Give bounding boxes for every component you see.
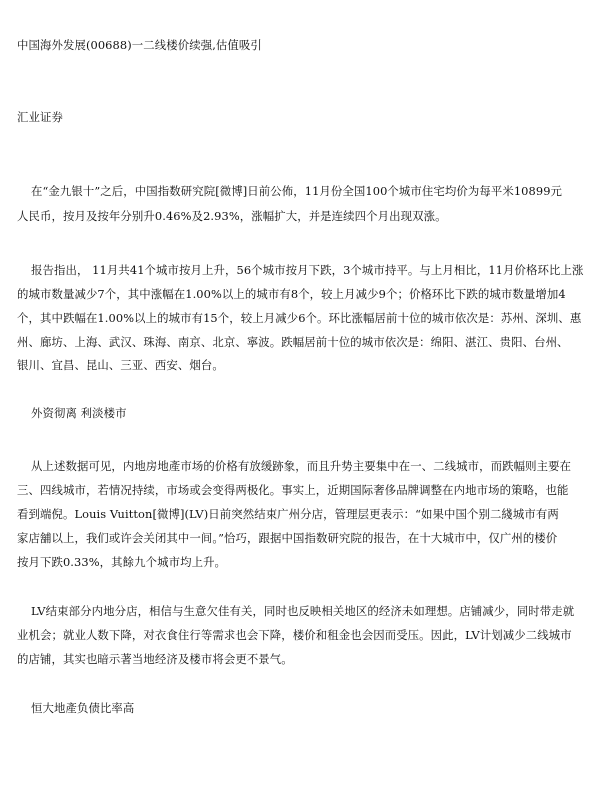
- paragraph-3-line-4: 家店舖以上，我们或许会关闭其中一间。”恰巧，跟据中国指数研究院的报告，在十大城市中，仅广州的楼价: [17, 531, 558, 545]
- source-label: 汇业证券: [17, 110, 63, 124]
- article-title: 中国海外发展(00688)一二线楼价续强,估值吸引: [17, 38, 262, 52]
- paragraph-3-line-2: 三、四线城市，若情况持续，市场或会变得两极化。事实上，近期国际奢侈品牌调整在内地市场的策略，也能: [17, 483, 569, 497]
- paragraph-1-line-1: 在“金九银十”之后，中国指数研究院[微博]日前公佈，11月份全国100个城市住宅均价为每平米10899元: [31, 184, 563, 198]
- paragraph-3-line-3: 看到端倪。Louis Vuitton[微博](LV)日前突然结束广州分店，管理层更表示：“如果中国个别二綫城市有两: [17, 507, 559, 521]
- paragraph-4-line-2: 业机会；就业人数下降，对衣食住行等需求也会下降，楼价和租金也会因而受压。因此，LV计划减少二线城市: [17, 628, 572, 642]
- paragraph-4-line-3: 的店铺，其实也暗示著当地经济及楼市将会更不景气。: [17, 652, 293, 666]
- paragraph-2-line-3: 个，其中跌幅在1.00%以上的城市有15个，较上月减少6个。环比涨幅居前十位的城市依次是：苏州、深圳、惠: [17, 311, 582, 325]
- section-heading-foreign-capital: 外资彻离 利淡楼市: [31, 406, 127, 420]
- section-heading-evergrande: 恒大地產负债比率高: [31, 701, 135, 715]
- paragraph-2-line-4: 州、廊坊、上海、武汉、珠海、南京、北京、寧波。跌幅居前十位的城市依次是：绵阳、湛江、贵阳、台州、: [17, 335, 569, 349]
- paragraph-3-line-1: 从上述数据可见，内地房地產市场的价格有放缓跡象，而且升势主要集中在一、二线城市，而跌幅则主要在: [31, 459, 572, 473]
- paragraph-2-line-1: 报告指出， 11月共41个城市按月上升，56个城市按月下跌，3个城市持平。与上月相比，11月价格环比上涨: [31, 263, 584, 277]
- paragraph-2-line-5: 银川、宜昌、昆山、三亚、西安、烟台。: [17, 358, 224, 372]
- paragraph-4-line-1: LV结束部分内地分店，相信与生意欠佳有关，同时也反映相关地区的经济未如理想。店铺减少，同时带走就: [31, 604, 575, 618]
- paragraph-3-line-5: 按月下跌0.33%，其餘九个城市均上升。: [17, 555, 227, 569]
- paragraph-2-line-2: 的城市数量减少7个，其中涨幅在1.00%以上的城市有8个，较上月减少9个；价格环比下跌的城市数量增加4: [17, 287, 566, 301]
- paragraph-1-line-2: 人民币，按月及按年分别升0.46%及2.93%，涨幅扩大，并是连续四个月出现双涨。: [17, 209, 447, 223]
